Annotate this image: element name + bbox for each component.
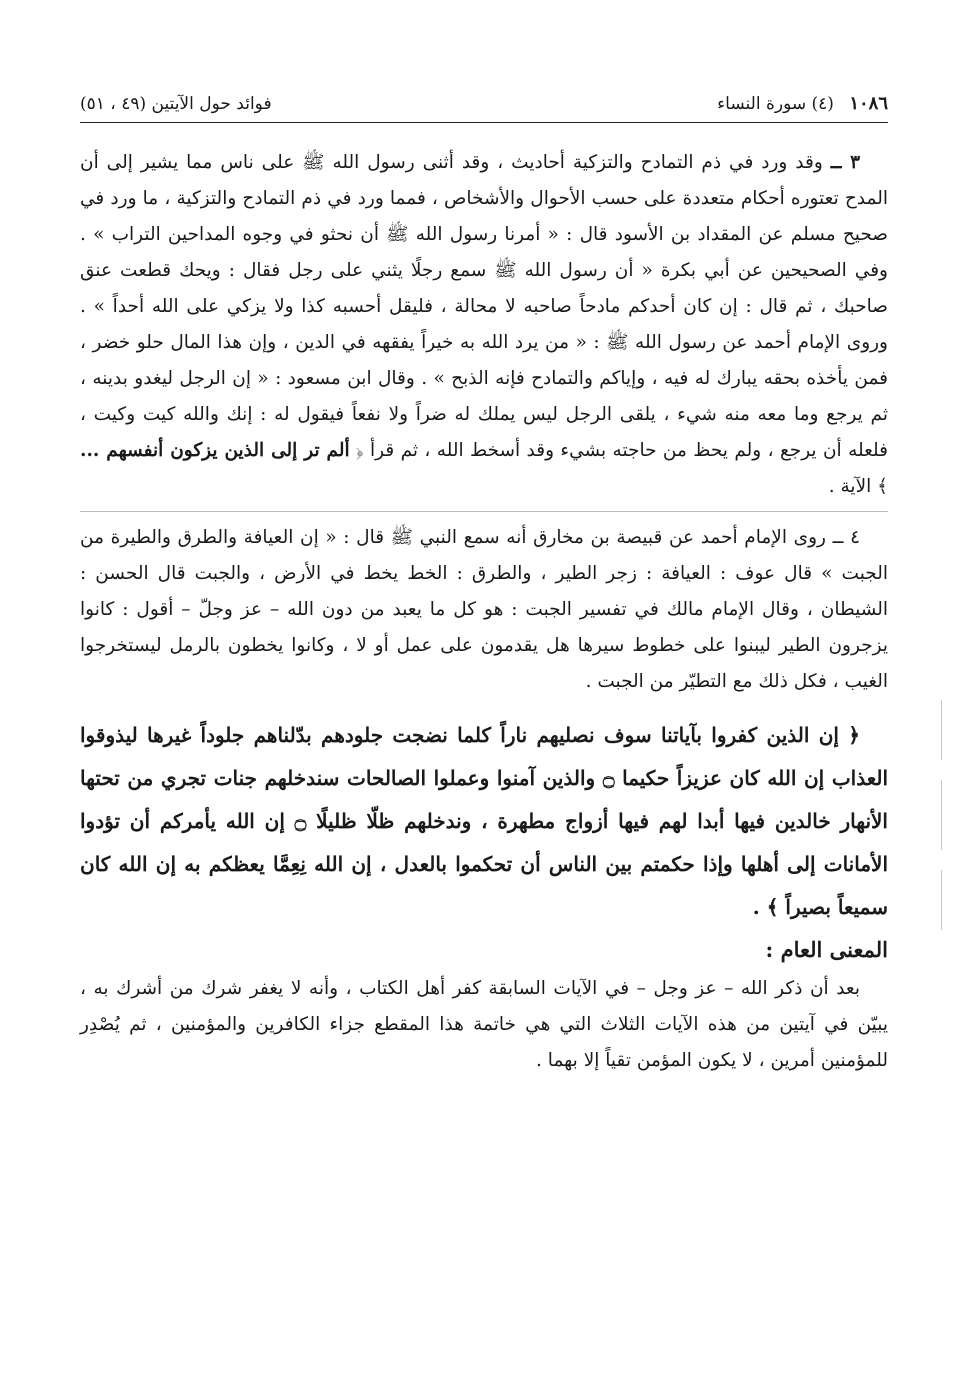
section-heading: المعنى العام : [765,937,888,962]
page-number: ١٠٨٦ [849,93,888,114]
page-body [80,145,888,1079]
book-page [80,90,888,1079]
item-3-ending: ﴾ الآية . [828,476,888,497]
item-3-text: وقد ورد في ذم التمادح والتزكية أحاديث ، وقد أثنى رسول الله ﷺ على ناس مما يشير إلى أن المدح تعتوره أحكام متعددة على حسب الأحوال والأشخاص ، فمما ورد في ذم التمادح والتزكية ، ما ورد في صحيح مسلم عن المقداد بن الأسود قال : « أمرنا رسول الله ﷺ أن نحثو في وجوه المداحين التراب » . وفي الصحيحين عن أبي بكرة « أن رسول الله ﷺ سمع رجلًا يثني على رجل فقال : ويحك قطعت عنق صاحبك ، ثم قال : إن كان أحدكم مادحاً صاحبه لا محالة ، فليقل أحسبه كذا ولا يزكي على الله أحداً » . وروى الإمام أحمد عن رسول الله ﷺ : « من يرد الله به خيراً يفقهه في الدين ، وإن هذا المال حلو خضر ، فمن يأخذه بحقه يبارك له فيه ، وإياكم والتمادح فإنه الذبح » . وقال ابن مسعود : « إن الرجل ليغدو بدينه ، ثم يرجع وما معه منه شيء ، يلقى الرجل ليس يملك له ضراً ولا نفعاً فيقول له : إنك والله كيت وكيت ، فلعله أن يرجع ، ولم يحظ من حاجته بشيء وقد أسخط الله ، ثم قرأ ﴿ [80,152,889,461]
item-number: ٣ ــ [830,152,860,173]
surah-title: (٤) سورة النساء [717,94,834,114]
paragraph-divider [80,511,888,512]
quran-verse: ﴿ إن الذين كفروا بآياتنا سوف نصليهم ناراً كلما نضجت جلودهم بدّلناهم جلوداً غيرها ليذوقوا العذاب إن الله كان عزيزاً حكيما ۝ والذين آمنوا وعملوا الصالحات سندخلهم جنات تجري من تحتها الأنهار خالدين فيها أبدا لهم فيها أزواج مطهرة ، وندخلهم ظلّا ظليلًا ۝ إن الله يأمركم أن تؤدوا الأمانات إلى أهلها وإذا حكمتم بين الناس أن تحكموا بالعدل ، إن الله نِعِمَّا يعظكم به إن الله كان سميعاً بصيراً ﴾ . [80,723,889,919]
paragraph-item-3 [80,145,888,505]
margin-marks [936,700,948,940]
section-topic: فوائد حول الآيتين (٤٩ ، ٥١) [80,94,272,114]
quran-quote: ألم تر إلى الذين يزكون أنفسهم ... [80,440,350,461]
paragraph-item-4: ٤ ــ روى الإمام أحمد عن قبيصة بن مخارق أنه سمع النبي ﷺ قال : « إن العيافة والطرق والطيرة من الجبت » قال عوف : العيافة : زجر الطير ، والطرق : الخط يخط في الأرض ، والجبت قال الحسن : الشيطان ، وقال الإمام مالك في تفسير الجبت : هو كل ما يعبد من دون الله – عز وجلّ – أقول : كانوا يزجرون الطير ليبنوا على خطوط سيرها هل يقدمون على عمل أو لا ، وكانوا يخطون بالرمل ليستخرجوا الغيب ، فكل ذلك مع التطيّر من الجبت . [80,527,888,692]
page-header [80,90,888,123]
general-meaning-text: بعد أن ذكر الله – عز وجل – في الآيات السابقة كفر أهل الكتاب ، وأنه لا يغفر شرك من أشرك به ، يبيّن في آيتين من هذه الآيات الثلاث التي هي خاتمة هذا المقطع جزاء الكافرين والمؤمنين ، ثم يُصْدِر للمؤمنين أمرين ، لا يكون المؤمن تقياً إلا بهما . [80,978,888,1071]
header-right [717,90,888,118]
